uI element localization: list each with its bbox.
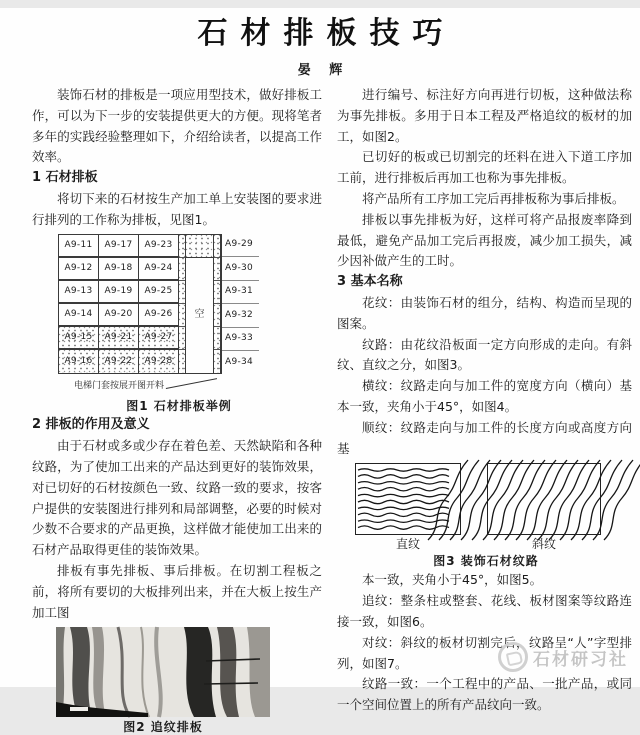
- grid-cell: A9-25: [139, 281, 179, 304]
- figure2-stone-photo-block: [56, 627, 270, 735]
- two-column-body: [0, 78, 640, 735]
- grid-cell: A9-22: [99, 350, 139, 373]
- figure1-main-grid: [59, 235, 179, 373]
- figure2-stone-photo: [56, 627, 270, 717]
- figure1-stone-layout-diagram: [58, 234, 300, 415]
- grid-cell: A9-13: [59, 281, 99, 304]
- intro-paragraph: 装饰石材的排板是一项应用型技术，做好排板工作，可以为下一步的安装提供更大的方便。现将笔者多年的实践经验整理如下，介绍给读者，以提高工作效率。: [32, 87, 322, 165]
- author: 晏 辉: [297, 63, 350, 78]
- grid-row-label: A9-29: [222, 234, 259, 258]
- paragraph: 顺纹：纹路走向与加工件的长度方向或高度方向基: [337, 419, 632, 456]
- section2-paragraph: 由于石材或多或少存在着色差、天然缺陷和各种纹路，为了使加工出来的产品达到更好的装饰效果，对已切好的石材按颜色一致、纹路一致的要求，按客户提供的安装图进行排列和局部调整，必要的时候对少数不合要求的产品更换，这样做才能使加工出来的石材产品取得更佳的装饰效果。: [32, 438, 322, 558]
- paragraph: 已切好的板或已切割完的坯料在进入下道工序加工前，进行排板后再加工也称为事先排板。: [337, 149, 632, 186]
- paragraph: 花纹：由装饰石材的组分，结构、构造而呈现的图案。: [337, 294, 632, 331]
- figure1-grid: [58, 234, 300, 374]
- figure3-caption: 图3 装饰石材纹路: [433, 554, 539, 569]
- grid-row-label: A9-31: [222, 281, 259, 305]
- grid-cell: A9-16: [59, 350, 99, 373]
- grid-cell: A9-19: [99, 281, 139, 304]
- diagonal-grain-label: 斜纹: [531, 537, 556, 552]
- grid-cell: A9-17: [99, 235, 139, 258]
- grid-cell: A9-23: [139, 235, 179, 258]
- section2-heading: 2 排板的作用及意义: [32, 417, 150, 433]
- right-label-column: [222, 234, 259, 374]
- annotation-leader-line: [166, 378, 217, 389]
- grid-cell: A9-12: [59, 258, 99, 281]
- paragraph: 对纹：斜纹的板材切割完后，纹路呈“人”字型排列，如图7。: [337, 634, 632, 671]
- figure3-grain-patterns-block: [355, 463, 617, 569]
- diagonal-grain-figure: [487, 463, 601, 552]
- grid-row-label: A9-34: [225, 356, 254, 367]
- left-column: [32, 85, 322, 735]
- straight-grain-figure: [355, 463, 461, 552]
- textured-cell: [186, 235, 213, 258]
- paragraph: 进行编号、标注好方向再进行切板，这种做法称为事先排板。多用于日本工程及严格追纹的板材的加工，如图2。: [337, 87, 632, 144]
- right-column: [337, 85, 632, 735]
- paragraph: 本一致，夹角小于45°，如图5。: [362, 572, 543, 588]
- paragraph: 将产品所有工序加工完后再排板称为事后排板。: [362, 190, 625, 206]
- door-frame-strip: [179, 235, 186, 373]
- middle-column: [186, 235, 214, 373]
- section1-paragraph: 将切下来的石材按生产加工单上安装图的要求进行排列的工作称为排板，见图1。: [32, 190, 322, 227]
- grid-cell: A9-20: [99, 304, 139, 327]
- door-frame-strip: [214, 235, 221, 373]
- figure1-caption: 图1 石材排板举例: [126, 399, 232, 414]
- grid-cell: A9-27: [139, 327, 179, 350]
- empty-cell: 空: [194, 308, 205, 320]
- figure2-caption: 图2 追纹排板: [123, 720, 203, 735]
- paragraph: 横纹：纹路走向与加工件的宽度方向（横向）基本一致，夹角小于45°，如图4。: [337, 378, 632, 414]
- grid-row-label: A9-33: [222, 328, 259, 352]
- grid-cell: A9-15: [59, 327, 99, 350]
- paragraph: 排板以事先排板为好，这样可将产品报废率降到最低，避免产品加工完后再报废，减少加工损失，减少因补做产生的工时。: [337, 211, 632, 269]
- grid-cell: A9-21: [99, 327, 139, 350]
- grid-cell: A9-28: [139, 350, 179, 373]
- grid-row-label: A9-32: [222, 304, 259, 328]
- grid-row-label: A9-30: [222, 257, 259, 281]
- grid-cell: A9-24: [139, 258, 179, 281]
- grid-cell: A9-18: [99, 258, 139, 281]
- grid-cell: A9-11: [59, 235, 99, 258]
- watermark-text: 石材研习社: [533, 649, 628, 670]
- section3-heading: 3 基本名称: [337, 274, 403, 290]
- paragraph: 纹路一致：一个工程中的产品、一批产品，或同一个空间位置上的所有产品纹向一致。: [337, 676, 632, 713]
- page-title: 石材排板技巧: [197, 16, 456, 51]
- grid-cell: A9-26: [139, 304, 179, 327]
- grid-cell: A9-14: [59, 304, 99, 327]
- straight-grain-label: 直纹: [395, 537, 420, 552]
- diagonal-grain-pattern: [487, 463, 601, 535]
- figure1-annotation: 电梯门套按展开图开料: [74, 376, 300, 397]
- paragraph: 纹路：由花纹沿板面一定方向形成的走向。有斜纹、直纹之分，如图3。: [337, 336, 632, 373]
- paragraph: 追纹：整条柱或整套、花线、板材图案等纹路连接一致，如图6。: [337, 593, 632, 629]
- section1-heading: 1 石材排板: [32, 170, 98, 186]
- document-page: [0, 8, 640, 735]
- section2-paragraph: 排板有事先排板、事后排板。在切割工程板之前，将所有要切的大板排列出来，并在大板上按生产加工图: [32, 562, 322, 620]
